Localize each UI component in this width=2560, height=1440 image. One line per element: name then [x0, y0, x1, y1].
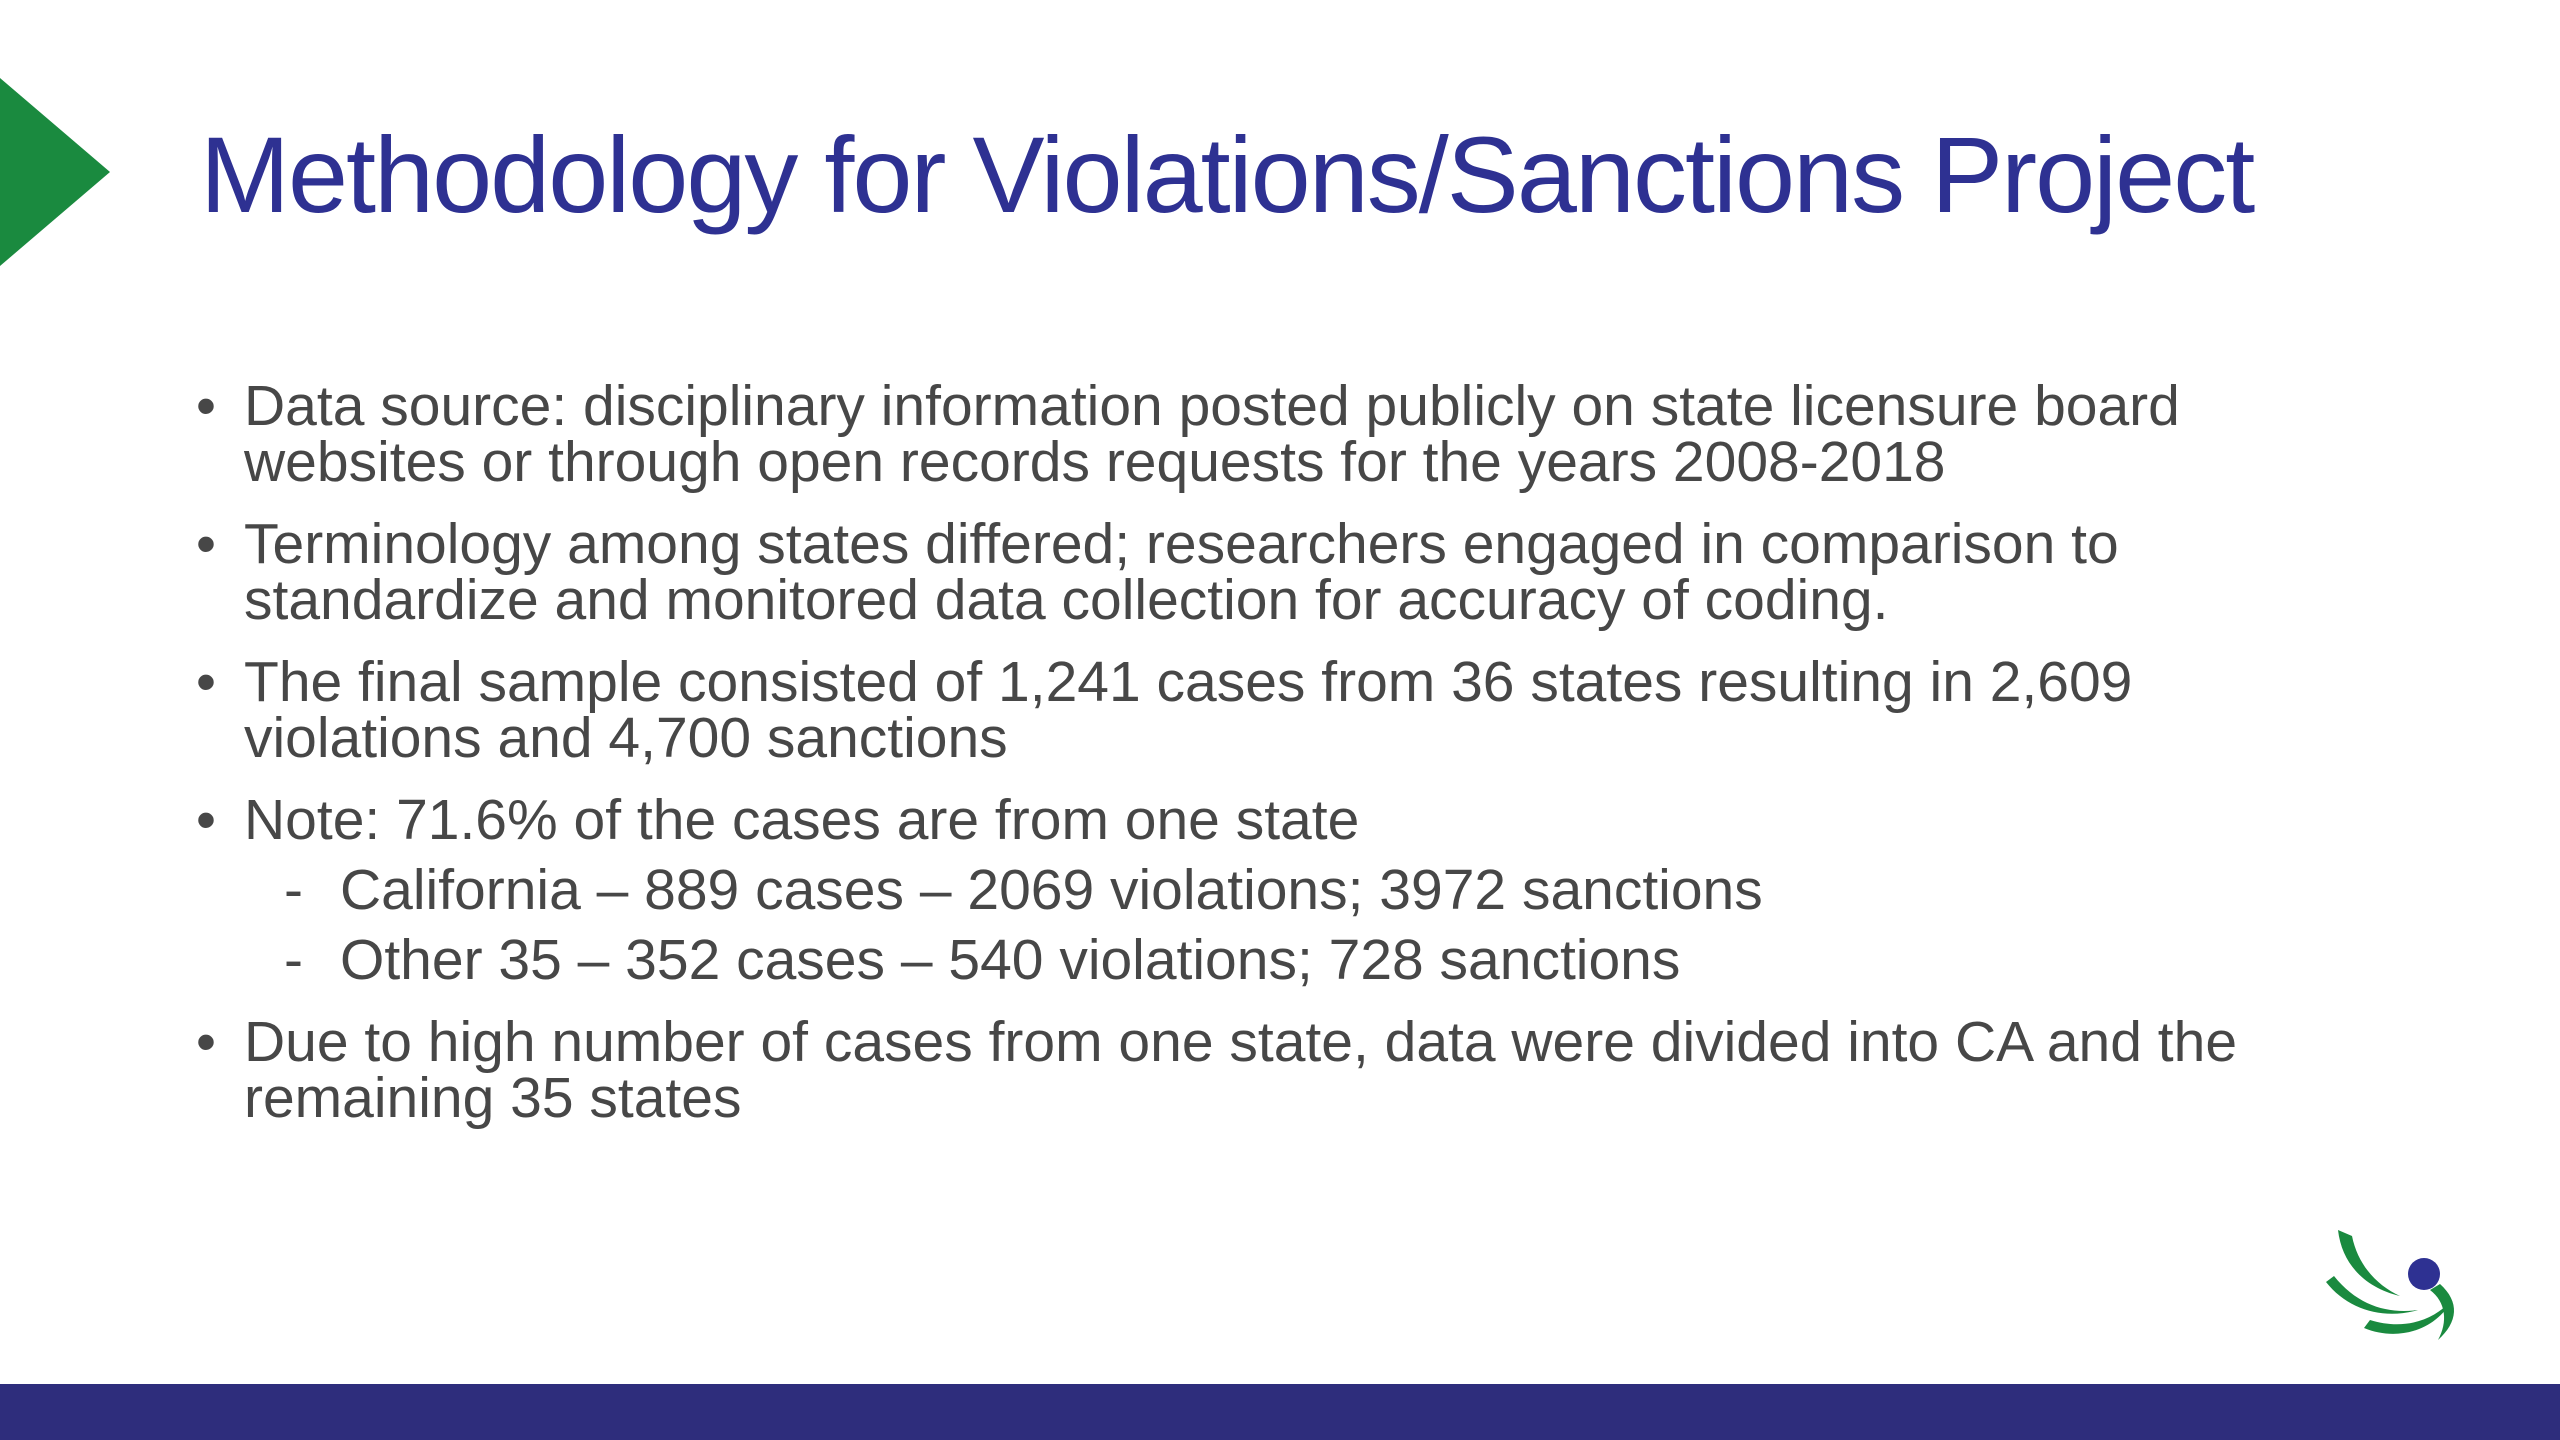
bullet-item-data-source [196, 374, 2376, 494]
bullet-item-terminology [196, 512, 2376, 632]
bullet-text: The final sample consisted of 1,241 cases from 36 states resulting in 2,609 violations and 4,700 sanctions [244, 650, 2133, 770]
green-triangle-icon [0, 78, 110, 266]
footer-bar [0, 1384, 2560, 1440]
bullet-glyph: • [196, 374, 216, 438]
sub-bullet-glyph: - [284, 928, 303, 992]
bullet-item-division [196, 1010, 2376, 1130]
bullet-list [196, 374, 2376, 1130]
sub-bullet-item-other-35 [244, 928, 2376, 992]
bullet-glyph: • [196, 788, 216, 852]
bullet-text: Note: 71.6% of the cases are from one state [244, 788, 1360, 852]
sub-bullet-item-california [244, 858, 2376, 922]
sub-bullet-text: California – 889 cases – 2069 violations; 3972 sanctions [340, 858, 1763, 922]
bullet-glyph: • [196, 1010, 216, 1074]
bullet-text: Data source: disciplinary information posted publicly on state licensure board websites or through open records requests for the years 2008-2018 [244, 374, 2180, 494]
ncsbn-swoosh-logo-icon [2318, 1210, 2488, 1360]
bullet-glyph: • [196, 650, 216, 714]
bullet-item-note [196, 788, 2376, 992]
bullet-text: Terminology among states differed; researchers engaged in comparison to standardize and monitored data collection for accuracy of coding. [244, 512, 2119, 632]
bullet-item-final-sample [196, 650, 2376, 770]
sub-bullet-glyph: - [284, 858, 303, 922]
bullet-glyph: • [196, 512, 216, 576]
slide-content [196, 374, 2376, 1152]
bullet-text: Due to high number of cases from one state, data were divided into CA and the remaining 35 states [244, 1010, 2238, 1130]
slide-title: Methodology for Violations/Sanctions Project [200, 114, 2254, 235]
sub-bullet-text: Other 35 – 352 cases – 540 violations; 728 sanctions [340, 928, 1681, 992]
sub-bullet-list [244, 858, 2376, 992]
